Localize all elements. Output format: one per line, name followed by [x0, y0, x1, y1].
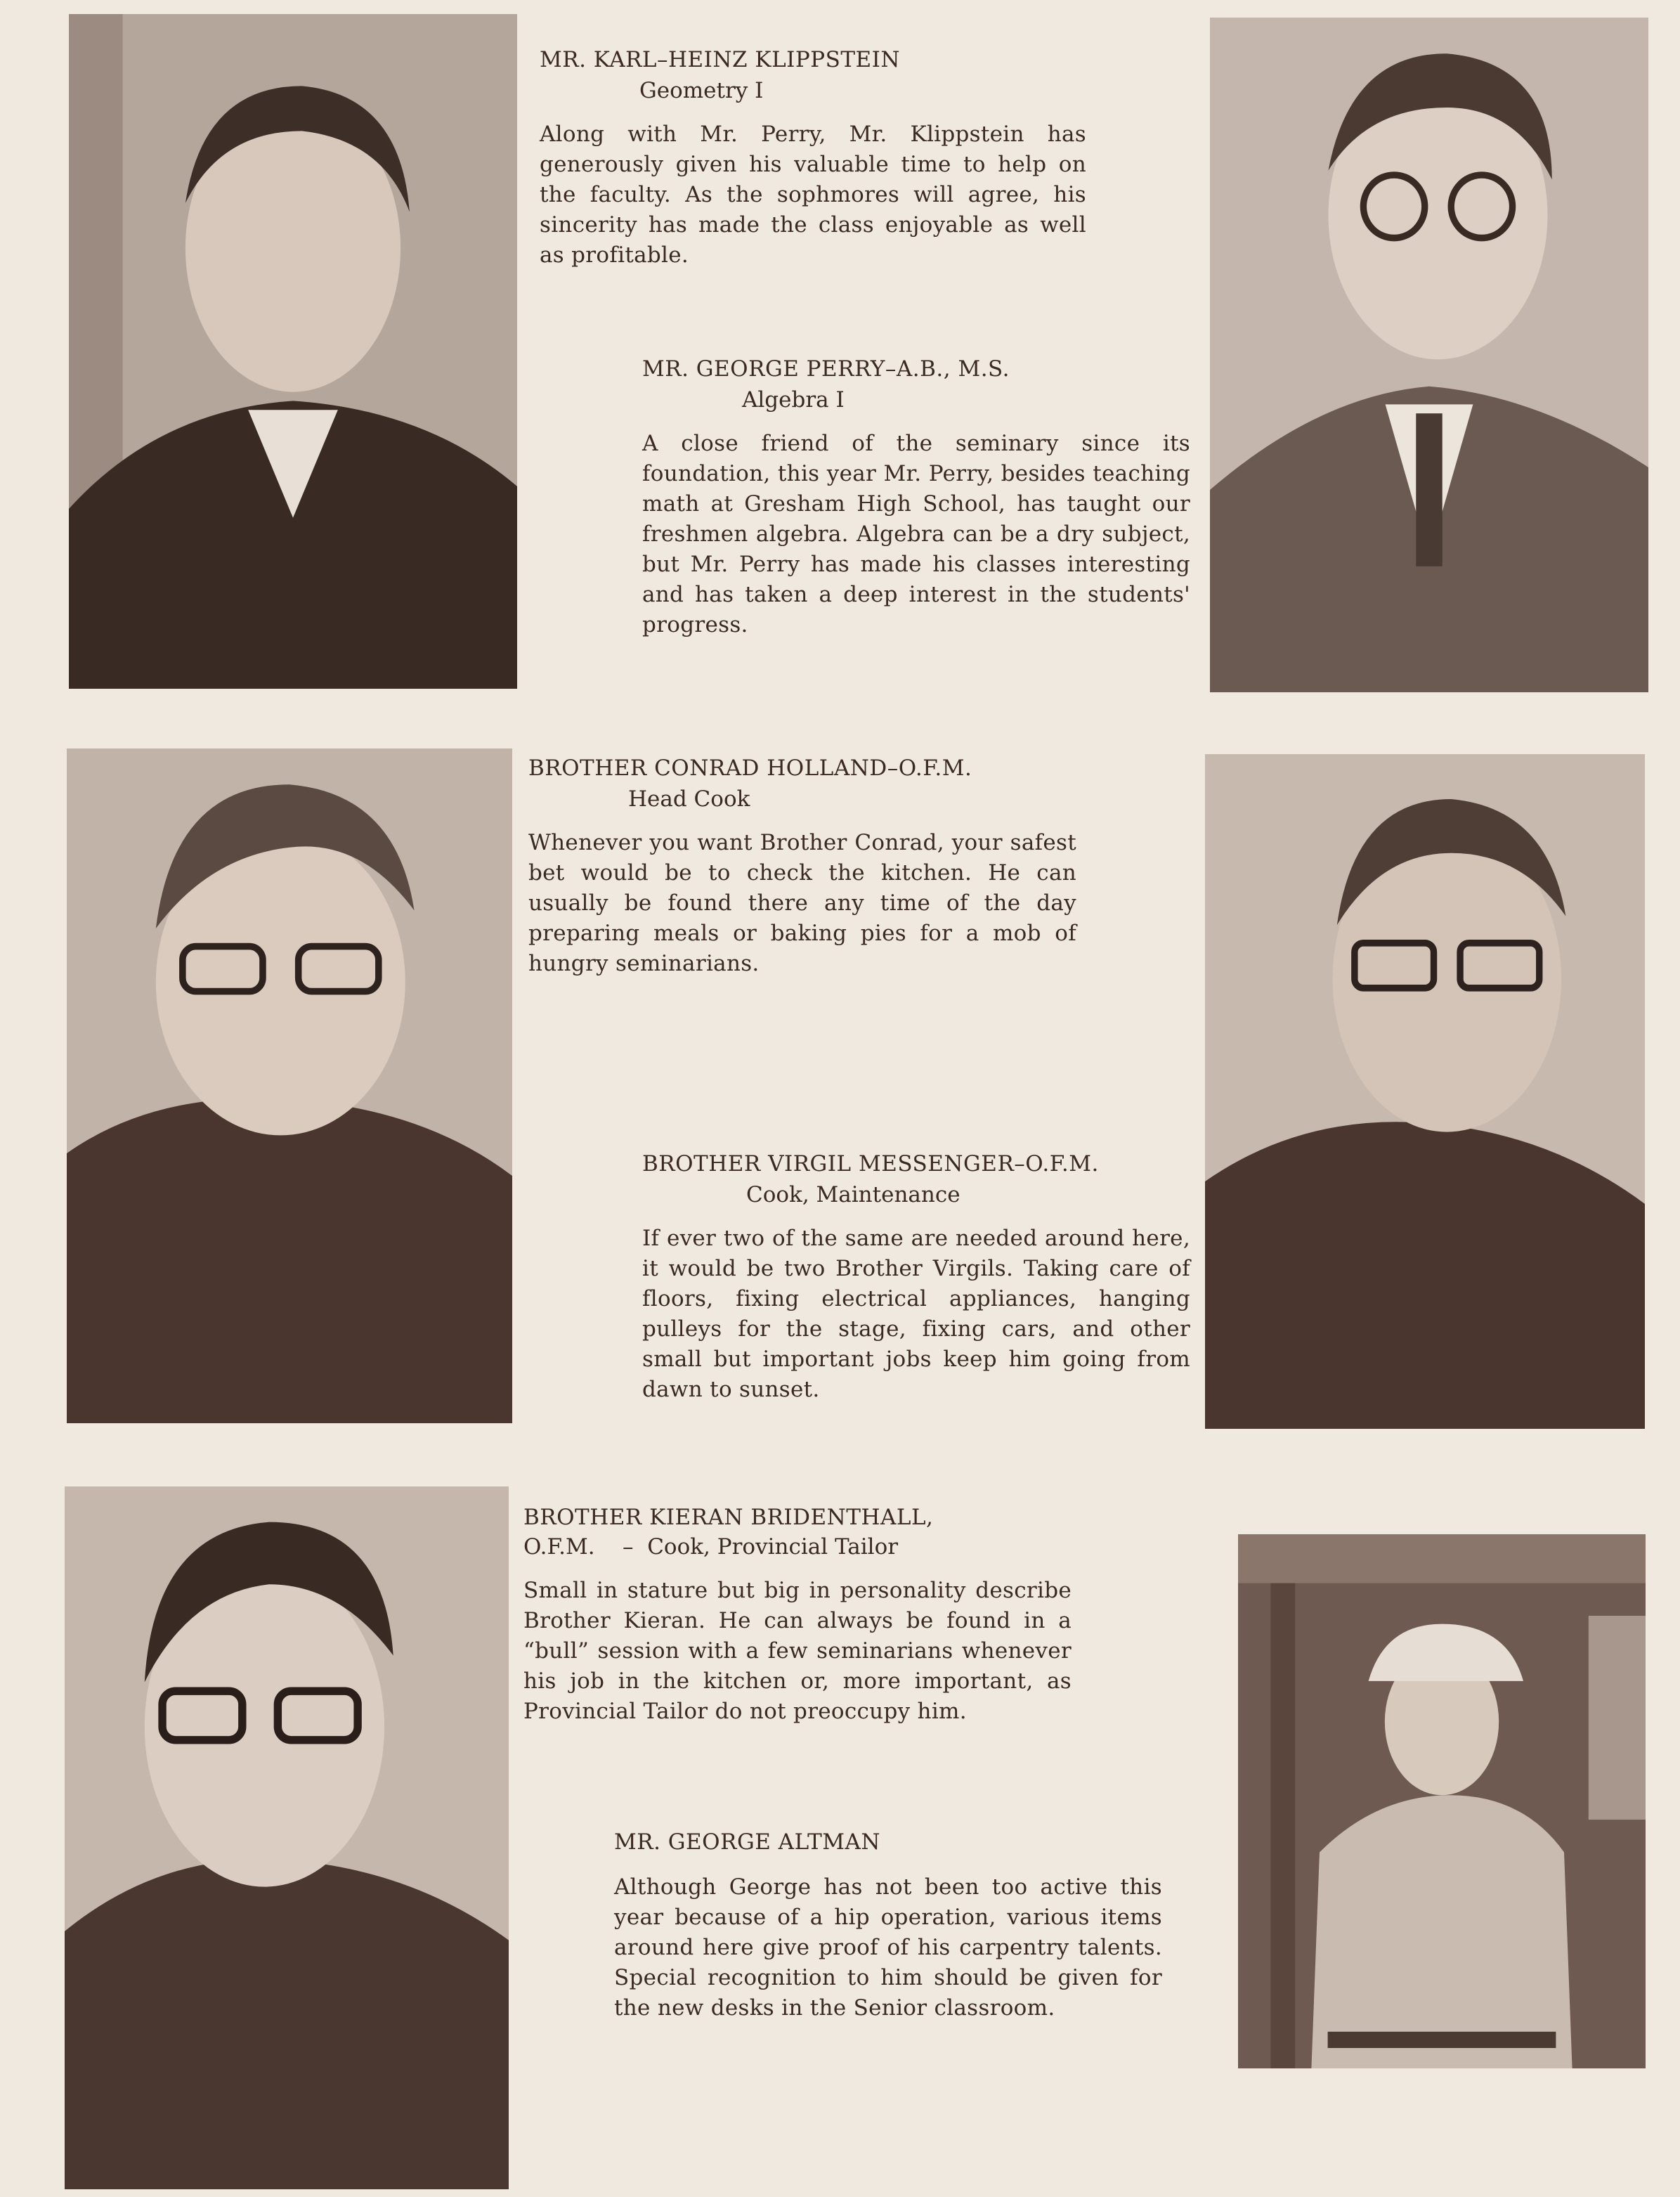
bio-messenger: [642, 1149, 1190, 1405]
faculty-name: BROTHER KIERAN BRIDENTHALL,: [523, 1505, 934, 1530]
bio-bridenthall: [523, 1503, 1072, 1727]
faculty-role: O.F.M. – Cook, Provincial Tailor: [523, 1534, 899, 1560]
photo-altman: [1238, 1534, 1646, 2068]
bio-klippstein: [540, 45, 1086, 271]
portrait-bridenthall-icon: [65, 1486, 509, 2189]
faculty-role: Head Cook: [628, 786, 750, 812]
faculty-name: MR. GEORGE PERRY–A.B., M.S.: [642, 356, 1010, 382]
bio-perry: [642, 354, 1190, 640]
faculty-description: A close friend of the seminary since its foundation, this year Mr. Perry, besides teaching math at Gresham High School, has taught our freshmen algebra. Algebra can be a dry subject, but Mr. Perry has made his classes interesting and has taken a deep interest in the students' progress.: [642, 431, 1190, 637]
faculty-description: If ever two of the same are needed around here, it would be two Brother Virgils. Taking care of floors, fixing electrical appliances, hanging pulleys for the stage, fixing cars, and other small but important jobs keep him going from dawn to sunset.: [642, 1226, 1190, 1402]
faculty-name: MR. KARL–HEINZ KLIPPSTEIN: [540, 47, 901, 72]
portrait-perry-icon: [1210, 18, 1648, 692]
portrait-messenger-icon: [1205, 754, 1645, 1429]
photo-holland: [67, 748, 512, 1423]
faculty-name: MR. GEORGE ALTMAN: [614, 1829, 881, 1855]
photo-klippstein: [69, 14, 517, 689]
bio-altman: [614, 1827, 1162, 2023]
faculty-name: BROTHER VIRGIL MESSENGER–O.F.M.: [642, 1151, 1099, 1177]
faculty-description: Small in stature but big in personality describe Brother Kieran. He can always be found in a “bull” session with a few seminarians whenever his job in the kitchen or, more important, as Provincial Tailor do not preoccupy him.: [523, 1578, 1072, 1724]
faculty-role: Geometry I: [639, 78, 764, 103]
bio-holland: [528, 753, 1076, 979]
portrait-holland-icon: [67, 748, 512, 1423]
faculty-description: Whenever you want Brother Conrad, your safest bet would be to check the kitchen. He can usually be found there any time of the day preparing meals or baking pies for a mob of hungry seminarians.: [528, 830, 1076, 976]
photo-perry: [1210, 18, 1648, 692]
portrait-altman-icon: [1238, 1534, 1646, 2068]
faculty-role: Cook, Maintenance: [746, 1182, 961, 1207]
faculty-role: Algebra I: [742, 387, 845, 413]
photo-bridenthall: [65, 1486, 509, 2189]
faculty-description: Along with Mr. Perry, Mr. Klippstein has generously given his valuable time to help on the faculty. As the sophmores will agree, his sincerity has made the class enjoyable as well as profitable.: [540, 122, 1086, 268]
portrait-klippstein-icon: [69, 14, 517, 689]
photo-messenger: [1205, 754, 1645, 1429]
faculty-name: BROTHER CONRAD HOLLAND–O.F.M.: [528, 756, 972, 781]
faculty-description: Although George has not been too active this year because of a hip operation, various items around here give proof of his carpentry talents. Special recognition to him should be given for the new desks in the Senior classroom.: [614, 1874, 1162, 2021]
